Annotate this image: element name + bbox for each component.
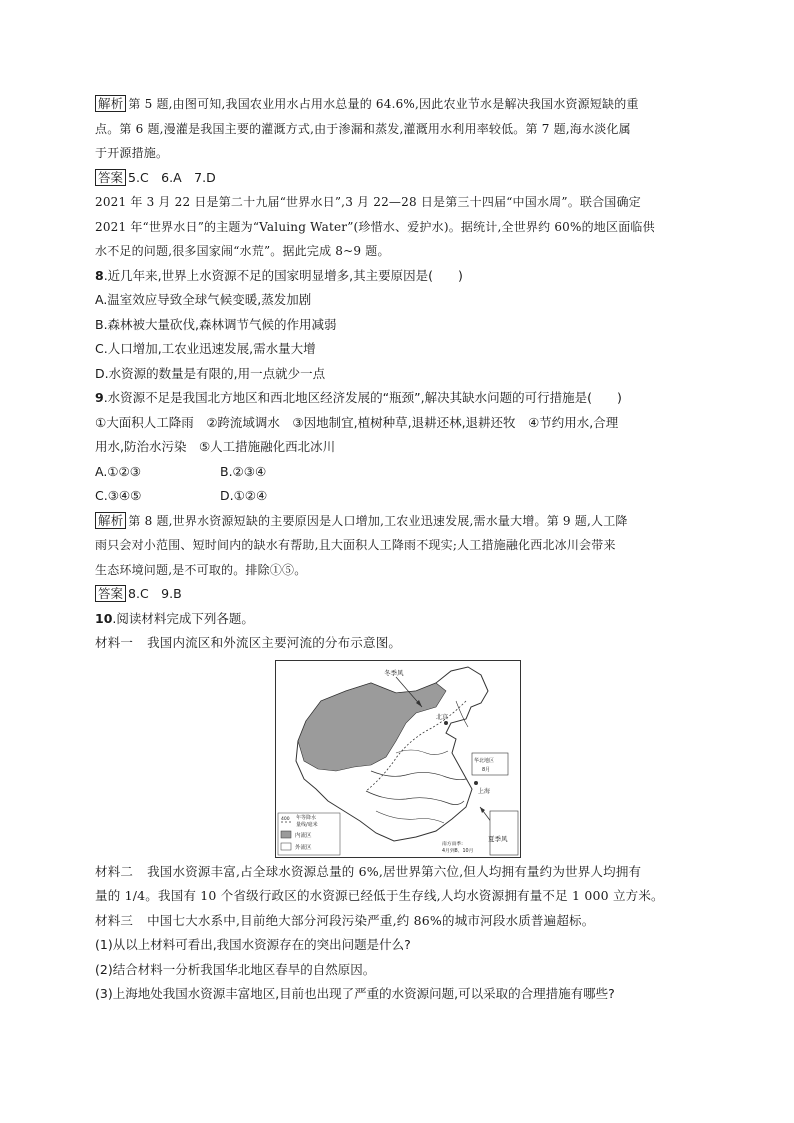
question-9 xyxy=(95,386,695,411)
label-beijing: 北京 xyxy=(436,713,449,721)
intro-line: 水不足的问题,很多国家闹“水荒”。据此完成 8~9 题。 xyxy=(95,244,390,258)
question-line: 用水,防治水污染 ⑤人工措施融化西北冰川 xyxy=(95,439,336,454)
material-line: 量的 1/4。我国有 10 个省级行政区的水资源已经低于生存线,人均水资源拥有量不足 1 000 立方米。 xyxy=(95,888,664,903)
material-label: 材料二 xyxy=(95,863,134,879)
intro-line: 2021 年 3 月 22 日是第二十九届“世界水日”,3 月 22—28 日是第三十四届“中国水周”。联合国确定 xyxy=(95,195,641,209)
question-stem: .阅读材料完成下列各题。 xyxy=(112,610,254,626)
sub-question-3: (3)上海地处我国水资源丰富地区,目前也出现了严重的水资源问题,可以采取的合理措施有哪些? xyxy=(95,986,615,1001)
map-svg xyxy=(276,661,520,857)
answer-tag: 答案 xyxy=(95,585,126,602)
explain-line: 点。第 6 题,漫灌是我国主要的灌溉方式,由于渗漏和蒸发,灌溉用水利用率较低。第 7 题,海水淡化属 xyxy=(95,121,631,136)
legend-outflow-label: 外流区 xyxy=(295,844,312,851)
answer-tag: 答案 xyxy=(95,169,126,186)
question-number: 8 xyxy=(95,267,104,283)
material-2 xyxy=(95,860,695,885)
legend-inland-label: 内流区 xyxy=(295,832,312,839)
options-row xyxy=(95,484,695,509)
explain-line: 于开源措施。 xyxy=(95,146,169,160)
label-shanghai: 上海 xyxy=(478,787,491,795)
china-river-map xyxy=(275,660,521,858)
option-b: B.森林被大量砍伐,森林调节气候的作用减弱 xyxy=(95,316,337,332)
south-sea-inset xyxy=(490,811,518,855)
option-a: A.①②③ xyxy=(95,463,141,479)
label-north-china: 华北地区 xyxy=(474,757,495,764)
explain-tag: 解析 xyxy=(95,512,126,529)
option-d: D.①②④ xyxy=(220,488,268,503)
legend-400: 400 xyxy=(281,816,290,822)
label-winter: 冬季风 xyxy=(384,668,404,677)
question-10 xyxy=(95,607,695,632)
legend-inland-swatch xyxy=(281,831,291,838)
label-north-china-month: 8月 xyxy=(482,766,491,773)
sub-question-1: (1)从以上材料可看出,我国水资源存在的突出问题是什么? xyxy=(95,937,411,952)
legend-outflow-swatch xyxy=(281,843,291,850)
options-row xyxy=(95,460,695,485)
explain-8-9 xyxy=(95,509,695,534)
explain-5-7 xyxy=(95,92,695,117)
legend-title-2: 量线/毫米 xyxy=(296,821,318,828)
option-c: C.人口增加,工农业迅速发展,需水量大增 xyxy=(95,341,316,356)
beijing-marker xyxy=(444,721,448,725)
inset-label-2: 4月到8、10月 xyxy=(442,848,474,854)
question-number: 9 xyxy=(95,390,104,405)
material-label: 材料三 xyxy=(95,912,134,928)
explain-line: 第 5 题,由图可知,我国农业用水占用水总量的 64.6%,因此农业节水是解决我国水资源短缺的重 xyxy=(128,97,639,111)
explain-line: 第 8 题,世界水资源短缺的主要原因是人口增加,工农业迅速发展,需水量大增。第 9 题,人工降 xyxy=(128,513,628,528)
label-summer: 夏季风 xyxy=(488,834,508,843)
intro-line: 2021 年“世界水日”的主题为“Valuing Water”(珍惜水、爱护水)。据统计,全世界约 60%的地区面临供 xyxy=(95,219,655,234)
question-stem: .近几年来,世界上水资源不足的国家明显增多,其主要原因是( ) xyxy=(103,267,463,283)
answer-text: 8.C 9.B xyxy=(128,586,182,601)
answer-8-9 xyxy=(95,582,695,607)
sub-question-2: (2)结合材料一分析我国华北地区春旱的自然原因。 xyxy=(95,961,376,977)
shanghai-marker xyxy=(474,781,478,785)
inset-label-1: 南方雨季: xyxy=(442,841,463,847)
answer-5-7 xyxy=(95,166,695,191)
answer-text: 5.C 6.A 7.D xyxy=(128,169,216,185)
question-line: ①大面积人工降雨 ②跨流域调水 ③因地制宜,植树种草,退耕还林,退耕还牧 ④节约用水,合理 xyxy=(95,414,619,430)
question-number: 10 xyxy=(95,610,113,626)
legend-title-1: 年等降水 xyxy=(296,814,317,821)
option-b: B.②③④ xyxy=(220,463,267,479)
material-label: 材料一 xyxy=(95,635,134,650)
material-text: 中国七大水系中,目前绝大部分河段污染严重,约 86%的城市河段水质普遍超标。 xyxy=(147,912,595,928)
page-content xyxy=(95,92,695,1007)
material-text: 我国水资源丰富,占全球水资源总量的 6%,居世界第六位,但人均拥有量约为世界人均拥有 xyxy=(147,863,642,879)
question-8 xyxy=(95,264,695,289)
explain-line: 生态环境问题,是不可取的。排除①⑤。 xyxy=(95,562,307,577)
explain-tag: 解析 xyxy=(95,95,126,112)
option-c: C.③④⑤ xyxy=(95,488,142,503)
option-a: A.温室效应导致全球气候变暖,蒸发加剧 xyxy=(95,292,312,307)
material-text: 我国内流区和外流区主要河流的分布示意图。 xyxy=(147,635,402,650)
explain-line: 雨只会对小范围、短时间内的缺水有帮助,且大面积人工降雨不现实;人工措施融化西北冰川会带来 xyxy=(95,538,616,552)
material-1 xyxy=(95,631,695,656)
material-3 xyxy=(95,909,695,934)
option-d: D.水资源的数量是有限的,用一点就少一点 xyxy=(95,365,326,381)
question-stem: .水资源不足是我国北方地区和西北地区经济发展的“瓶颈”,解决其缺水问题的可行措施是( ) xyxy=(103,390,622,405)
